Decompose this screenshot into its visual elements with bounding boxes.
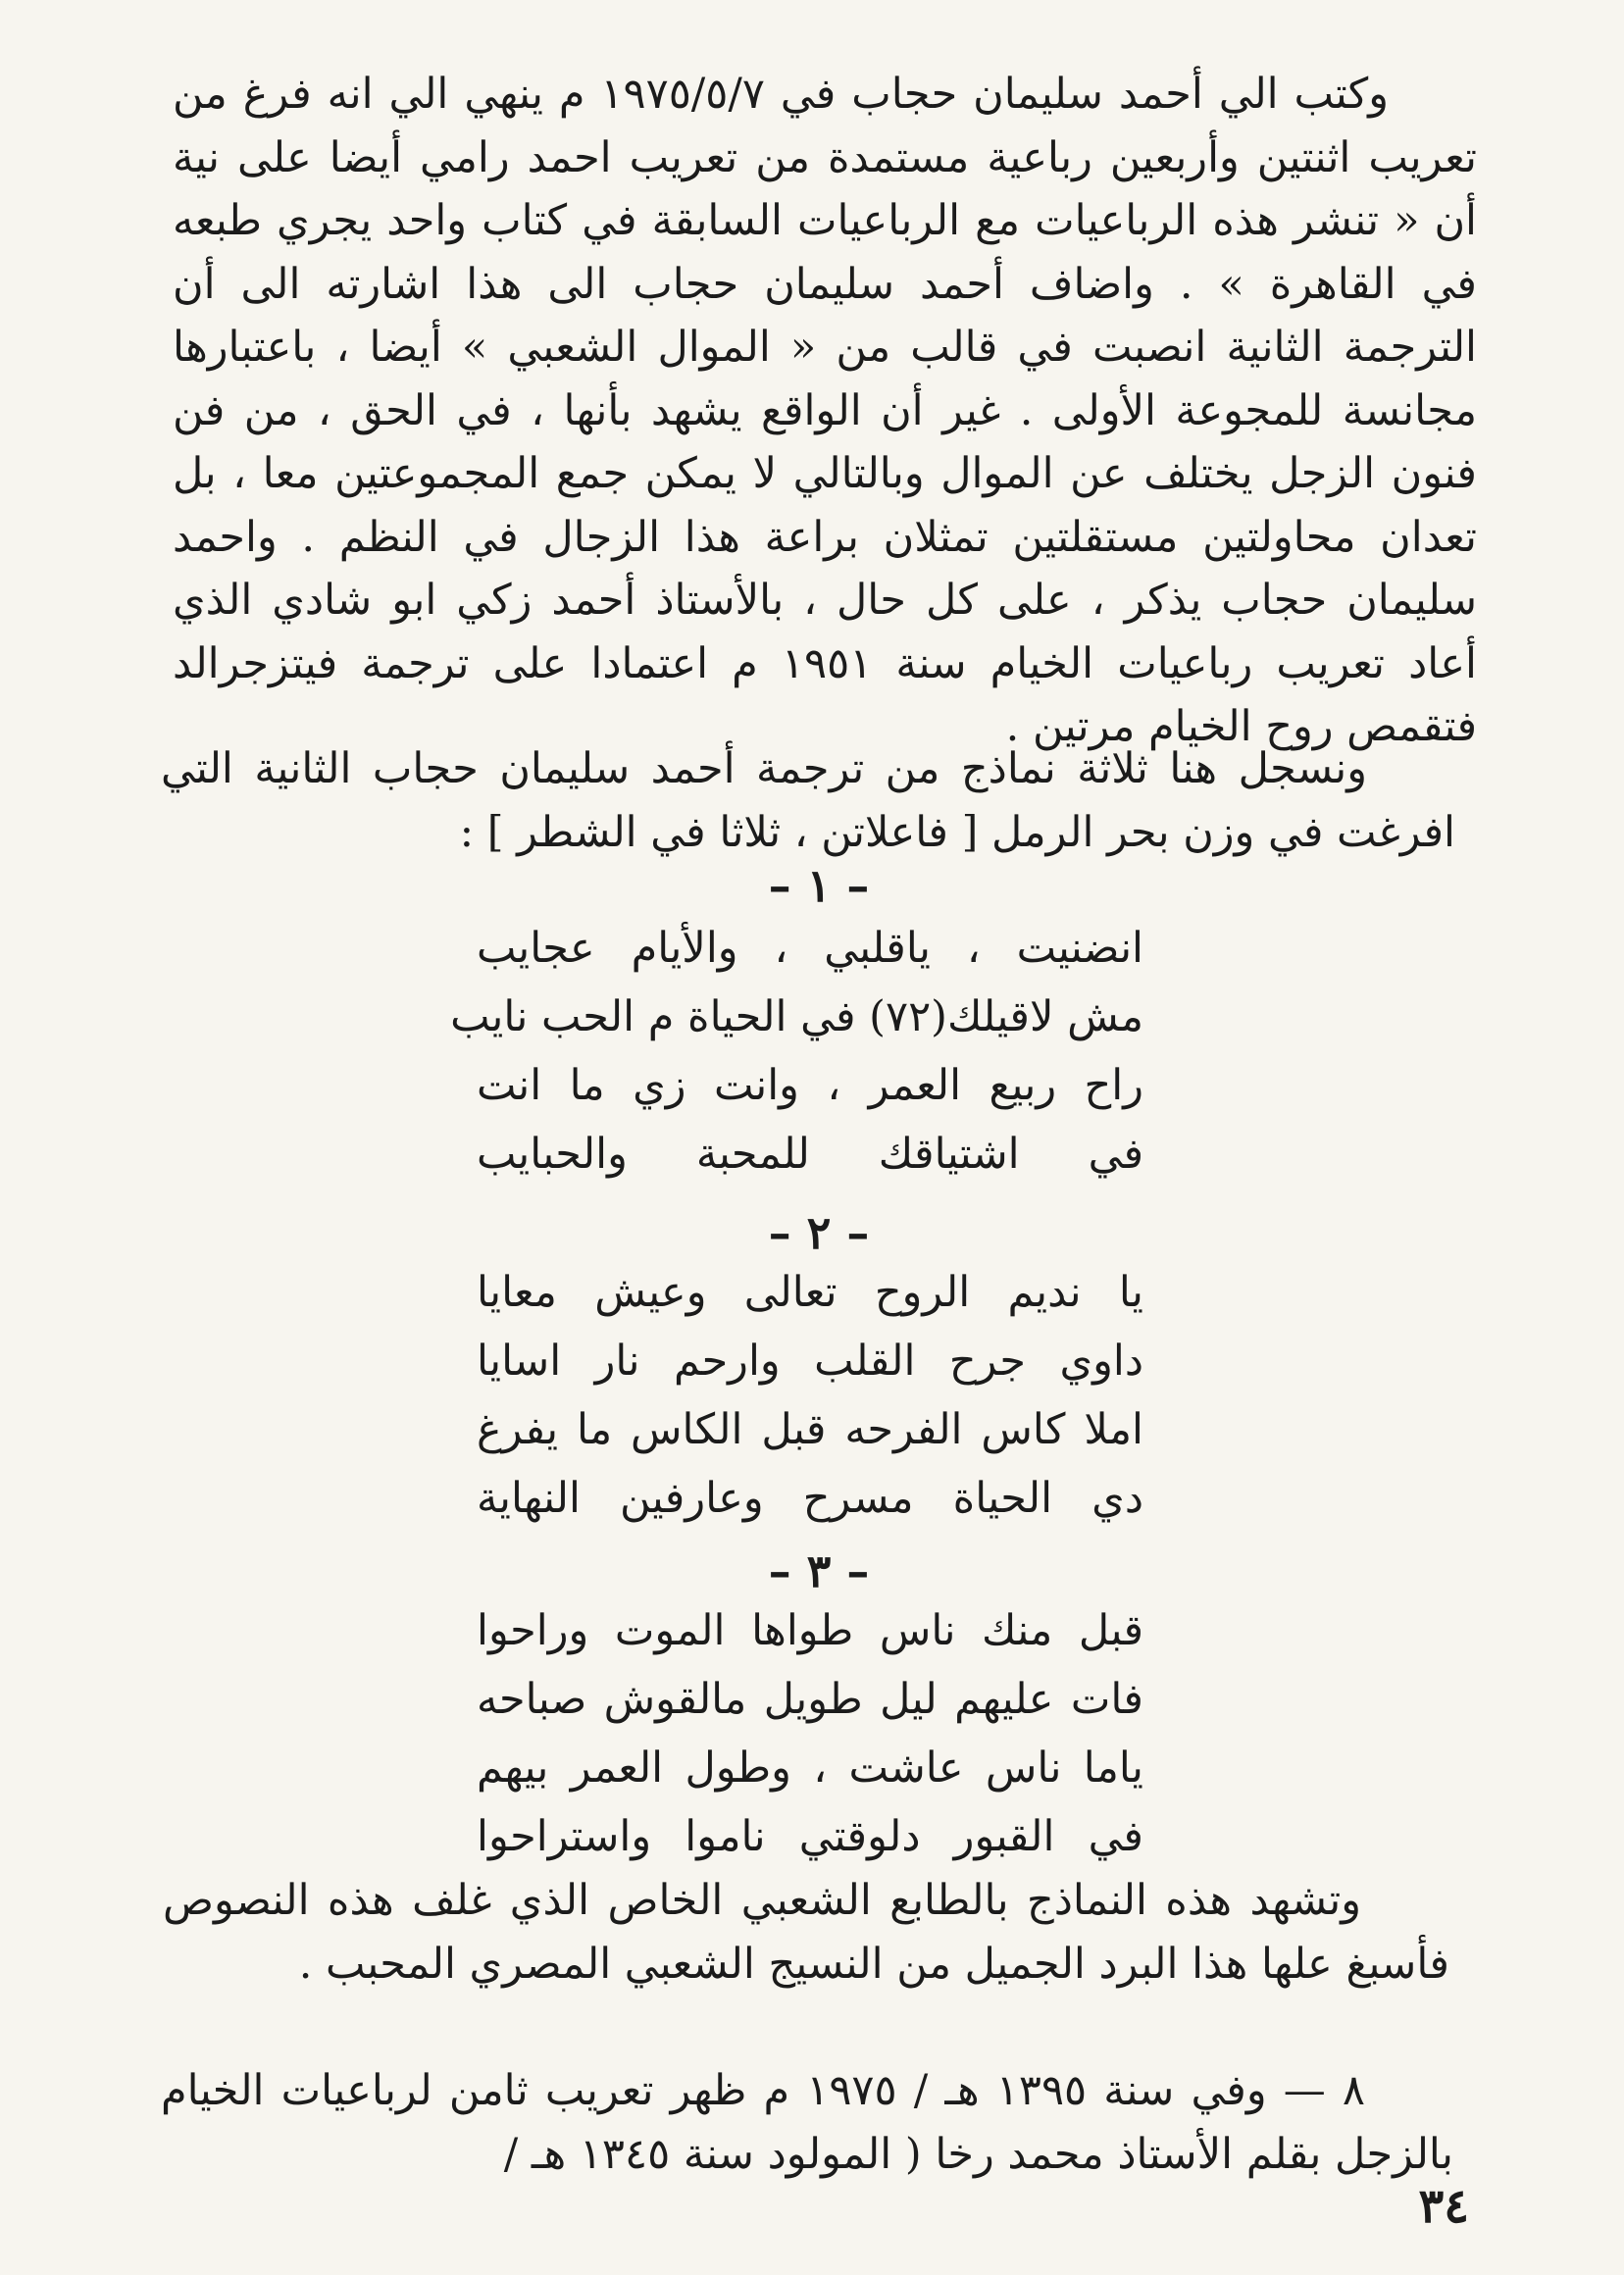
quatrain-number: – ٣ – [768, 1544, 870, 1597]
paragraph-hijab-second-translation: وكتب الي أحمد سليمان حجاب في ١٩٧٥/٥/٧ م ينهي الي انه فرغ من تعريب اثنتين وأربعين رباعية مستمدة من تعريب احمد رامي أيضا على نية أن « تنشر هذه الرباعيات مع الرباعيات السابقة في كتاب واحد يجري طبعه في القاهرة » . واضاف أحمد سليمان حجاب الى هذا اشارته الى أن الترجمة الثانية انصبت في قالب من « الموال الشعبي » أيضا ، باعتبارها مجانسة للمجوعة الأولى . غير أن الواقع يشهد بأنها ، في الحق ، من فن فنون الزجل يختلف عن الموال وبالتالي لا يمكن جمع المجموعتين معا ، بل تعدان محاولتين مستقلتين تمثلان براعة هذا الزجال في النظم . واحمد سليمان حجاب يذكر ، على كل حال ، بالأستاذ أحمد زكي ابو شادي الذي أعاد تعريب رباعيات الخيام سنة ١٩٥١ م اعتمادا على ترجمة فيتزجرالد فتقمص روح الخيام مرتين . [173, 70, 1477, 751]
verse-line: مش لاقيلك(٧٢) في الحياة م الحب نايب [450, 992, 1143, 1041]
verse-line: ياما ناس عاشت ، وطول العمر بيهم [477, 1744, 1143, 1793]
verse-line: دي الحياة مسرح وعارفين النهاية [477, 1474, 1143, 1523]
quatrain-number: – ٢ – [768, 1206, 870, 1259]
verse-line: املا كاس الفرحه قبل الكاس ما يفرغ [477, 1405, 1143, 1454]
verse-line: يا نديم الروح تعالى وعيش معايا [477, 1268, 1143, 1317]
quatrain-verses [477, 1596, 1143, 1871]
verse-line: داوي جرح القلب وارحم نار اسايا [477, 1337, 1143, 1386]
quatrain-number: – ١ – [768, 859, 870, 912]
verse-line: في القبور دلوقتي ناموا واستراحوا [477, 1812, 1143, 1861]
verse-line: في اشتياقك للمحبة والحبايب [477, 1130, 1143, 1179]
verse-line: قبل منك ناس طواها الموت وراحوا [477, 1606, 1143, 1655]
verse-line: راح ربيع العمر ، وانت زي ما انت [477, 1061, 1143, 1110]
verse-line: فات عليهم ليل طويل مالقوش صباحه [477, 1675, 1143, 1724]
quatrain-verses [450, 914, 1143, 1188]
paragraph-eighth-translation: ٨ — وفي سنة ١٣٩٥ هـ / ١٩٧٥ م ظهر تعريب ثامن لرباعيات الخيام بالزجل بقلم الأستاذ محمد رخا ( المولود سنة ١٣٤٥ هـ / [161, 2066, 1453, 2179]
quatrain-verses [477, 1258, 1143, 1533]
page-number: ٣٤ [1418, 2179, 1469, 2234]
paragraph-folk-character: وتشهد هذه النماذج بالطابع الشعبي الخاص الذي غلف هذه النصوص فأسبغ علها هذا البرد الجميل من النسيج الشعبي المصري المحبب . [163, 1876, 1449, 1989]
verse-line: انضنيت ، ياقلبي ، والأيام عجايب [477, 924, 1143, 973]
paragraph-samples-intro: ونسجل هنا ثلاثة نماذج من ترجمة أحمد سليمان حجاب الثانية التي افرغت في وزن بحر الرمل [ فاعلاتن ، ثلاثا في الشطر ] : [161, 744, 1455, 857]
